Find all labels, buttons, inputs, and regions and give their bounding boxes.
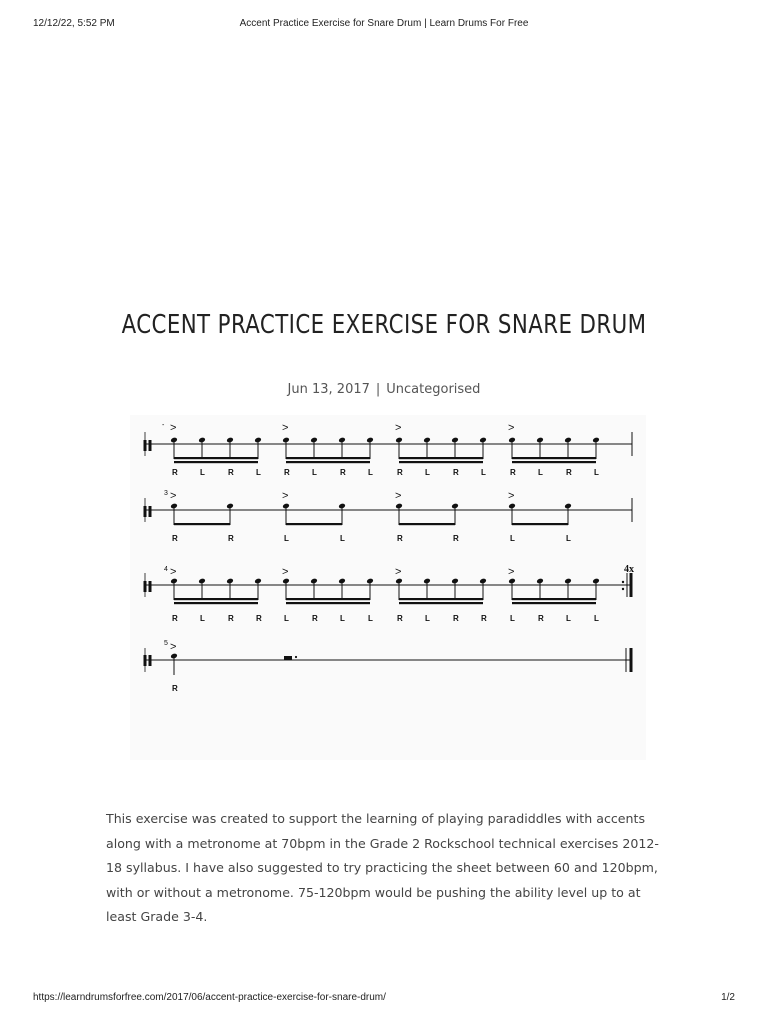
post-category-link[interactable]: Uncategorised	[386, 382, 481, 397]
sticking-letter: L	[368, 614, 373, 623]
final-note	[170, 641, 178, 675]
accent-mark: >	[508, 566, 515, 578]
accent-mark: >	[282, 566, 289, 578]
sticking-letter: R	[510, 468, 516, 477]
notation-line-4	[145, 640, 632, 693]
sticking-letter: L	[200, 468, 205, 477]
sticking-letter: R	[256, 614, 262, 623]
sticking-letter: R	[284, 468, 290, 477]
measure-number: 5	[164, 640, 168, 647]
article-title: ACCENT PRACTICE EXERCISE FOR SNARE DRUM	[121, 310, 647, 340]
sticking-letter: L	[340, 534, 345, 543]
measure-number: 4	[164, 566, 168, 573]
sticking-letter: R	[228, 534, 234, 543]
sticking-letter: L	[256, 468, 261, 477]
beat-group	[282, 422, 374, 463]
sticking-letter: L	[594, 614, 599, 623]
sticking-letter: L	[368, 468, 373, 477]
sticking-letter: R	[172, 534, 178, 543]
print-url: https://learndrumsforfree.com/2017/06/accent-practice-exercise-for-snare-drum/	[33, 992, 386, 1003]
sticking-letter: R	[172, 614, 178, 623]
notation-line-3	[145, 564, 634, 623]
sticking-letter: R	[453, 534, 459, 543]
sticking-letter: R	[397, 614, 403, 623]
sticking-letter: R	[538, 614, 544, 623]
sticking-letter: L	[594, 468, 599, 477]
page-number: 1/2	[721, 992, 735, 1003]
sticking-letter: L	[566, 534, 571, 543]
sticking-letter: L	[510, 534, 515, 543]
sticking-row	[172, 614, 599, 623]
sticking-letter: L	[425, 468, 430, 477]
beat-group	[508, 490, 572, 525]
beat-group	[170, 490, 234, 525]
sticking-letter: L	[312, 468, 317, 477]
sticking-letter: R	[397, 534, 403, 543]
print-datetime: 12/12/22, 5:52 PM	[33, 18, 115, 29]
measure-number: -	[162, 422, 165, 429]
notation-line-2	[145, 490, 632, 543]
print-header	[33, 18, 735, 32]
beat-group	[282, 490, 346, 525]
sticking-letter: L	[340, 614, 345, 623]
accent-mark: >	[170, 641, 177, 653]
sticking-letter: R	[340, 468, 346, 477]
sticking-row	[172, 468, 599, 477]
sticking-letter: L	[284, 534, 289, 543]
drum-notation-image	[130, 415, 646, 760]
accent-mark: >	[170, 422, 177, 434]
accent-mark: >	[282, 490, 289, 502]
half-rest	[284, 656, 297, 660]
post-date: Jun 13, 2017	[287, 382, 370, 397]
notation-line-1	[145, 422, 632, 477]
accent-mark: >	[282, 422, 289, 434]
sticking-row	[172, 534, 571, 543]
sticking-letter: R	[172, 684, 178, 693]
beat-group	[395, 422, 487, 463]
accent-mark: >	[395, 490, 402, 502]
accent-mark: >	[395, 422, 402, 434]
sticking-letter: R	[228, 614, 234, 623]
sticking-letter: L	[510, 614, 515, 623]
drum-notation-sheet	[130, 415, 646, 760]
print-page-title: Accent Practice Exercise for Snare Drum | Learn Drums For Free	[239, 18, 529, 29]
sticking-letter: R	[481, 614, 487, 623]
sticking-letter: L	[284, 614, 289, 623]
sticking-letter: L	[481, 468, 486, 477]
repeat-count: 4x	[624, 564, 634, 575]
beat-group	[170, 422, 262, 463]
post-meta	[0, 382, 768, 397]
sticking-letter: R	[453, 468, 459, 477]
accent-mark: >	[508, 422, 515, 434]
sticking-letter: L	[538, 468, 543, 477]
accent-mark: >	[508, 490, 515, 502]
sticking-letter: L	[566, 614, 571, 623]
article-body: This exercise was created to support the learning of playing paradiddles with accents along with a metronome at 70bpm in the Grade 2 Rockschool technical exercises 2012-18 syllabus. I have also suggested to try practicing the sheet between 60 and 120bpm, with or without a metronome. 75-120bpm would be pushing the ability level up to at least Grade 3-4.	[106, 811, 659, 924]
beat-group	[508, 422, 600, 463]
accent-mark: >	[170, 490, 177, 502]
meta-separator: |	[375, 382, 381, 397]
sticking-letter: R	[453, 614, 459, 623]
sticking-letter: R	[172, 468, 178, 477]
accent-mark: >	[395, 566, 402, 578]
sticking-letter: R	[397, 468, 403, 477]
sticking-letter: R	[566, 468, 572, 477]
sticking-letter: R	[228, 468, 234, 477]
sticking-letter: R	[312, 614, 318, 623]
sticking-letter: L	[425, 614, 430, 623]
measure-number: 3	[164, 490, 168, 497]
sticking-letter: L	[200, 614, 205, 623]
print-footer	[33, 992, 735, 1006]
accent-mark: >	[170, 566, 177, 578]
beat-group	[395, 490, 459, 525]
